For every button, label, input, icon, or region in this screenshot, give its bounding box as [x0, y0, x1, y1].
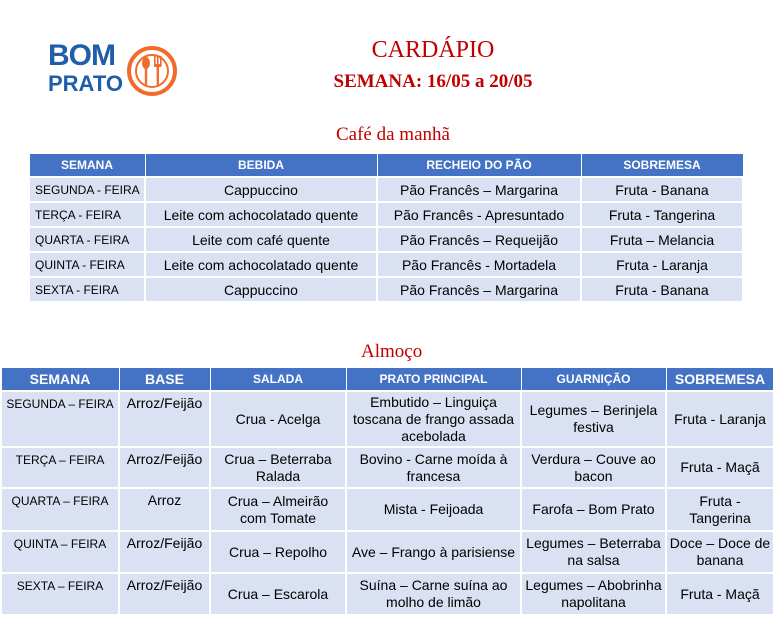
- dessert-cell: Fruta - Maçã: [666, 447, 773, 488]
- filling-cell: Pão Francês - Apresuntado: [377, 202, 581, 227]
- table-row: [29, 252, 743, 277]
- side-dish-cell: Legumes – Abobrinha napolitana: [521, 573, 666, 615]
- logo-text: [48, 39, 123, 97]
- table-row: [29, 202, 743, 227]
- day-cell: QUINTA - FEIRA: [29, 252, 145, 277]
- lunch-title: Almoço: [361, 341, 423, 362]
- table-row: [1, 488, 773, 531]
- drink-cell: Leite com achocolatado quente: [145, 252, 377, 277]
- logo-line-1: BOM: [48, 39, 115, 72]
- column-header: SEMANA: [29, 154, 145, 178]
- dessert-cell: Fruta - Banana: [581, 177, 743, 202]
- main-dish-cell: Suína – Carne suína ao molho de limão: [346, 573, 521, 615]
- side-dish-cell: Legumes – Beterraba na salsa: [521, 531, 666, 573]
- column-header: RECHEIO DO PÃO: [377, 154, 581, 178]
- base-cell: Arroz/Feijão: [119, 447, 210, 488]
- drink-cell: Cappuccino: [145, 177, 377, 202]
- table-header-row: [29, 154, 743, 178]
- drink-cell: Leite com café quente: [145, 227, 377, 252]
- base-cell: Arroz: [119, 488, 210, 531]
- salad-cell: Crua – Almeirão com Tomate: [210, 488, 346, 531]
- main-dish-cell: Embutido – Linguiça toscana de frango assada acebolada: [346, 391, 521, 447]
- main-dish-cell: Bovino - Carne moída à francesa: [346, 447, 521, 488]
- table-row: [29, 277, 743, 302]
- side-dish-cell: Verdura – Couve ao bacon: [521, 447, 666, 488]
- table-row: [1, 573, 773, 615]
- breakfast-title: Café da manhã: [336, 124, 450, 145]
- dessert-cell: Fruta - Laranja: [581, 252, 743, 277]
- base-cell: Arroz/Feijão: [119, 573, 210, 615]
- drink-cell: Cappuccino: [145, 277, 377, 302]
- day-cell: TERÇA - FEIRA: [29, 202, 145, 227]
- column-header: BASE: [119, 368, 210, 392]
- bom-prato-logo: [48, 39, 188, 103]
- table-row: [1, 531, 773, 573]
- main-dish-cell: Mista - Feijoada: [346, 488, 521, 531]
- column-header: SEMANA: [1, 368, 119, 392]
- salad-cell: Crua – Repolho: [210, 531, 346, 573]
- side-dish-cell: Legumes – Berinjela festiva: [521, 391, 666, 447]
- column-header: SOBREMESA: [666, 368, 773, 392]
- day-cell: SEGUNDA - FEIRA: [29, 177, 145, 202]
- table-row: [1, 447, 773, 488]
- filling-cell: Pão Francês – Margarina: [377, 277, 581, 302]
- salad-cell: Crua - Acelga: [210, 391, 346, 447]
- column-header: SALADA: [210, 368, 346, 392]
- logo-line-2: PRATO: [48, 71, 123, 96]
- side-dish-cell: Farofa – Bom Prato: [521, 488, 666, 531]
- dessert-cell: Fruta - Banana: [581, 277, 743, 302]
- table-header-row: [1, 368, 773, 392]
- day-cell: SEXTA – FEIRA: [1, 573, 119, 615]
- salad-cell: Crua – Escarola: [210, 573, 346, 615]
- dessert-cell: Fruta - Maçã: [666, 573, 773, 615]
- drink-cell: Leite com achocolatado quente: [145, 202, 377, 227]
- day-cell: SEXTA - FEIRA: [29, 277, 145, 302]
- column-header: PRATO PRINCIPAL: [346, 368, 521, 392]
- day-cell: SEGUNDA – FEIRA: [1, 391, 119, 447]
- main-dish-cell: Ave – Frango à parisiense: [346, 531, 521, 573]
- column-header: SOBREMESA: [581, 154, 743, 178]
- filling-cell: Pão Francês - Mortadela: [377, 252, 581, 277]
- dessert-cell: Doce – Doce de banana: [666, 531, 773, 573]
- dessert-cell: Fruta - Laranja: [666, 391, 773, 447]
- table-row: [29, 227, 743, 252]
- page-title: CARDÁPIO: [371, 37, 495, 63]
- dessert-cell: Fruta - Tangerina: [666, 488, 773, 531]
- day-cell: TERÇA – FEIRA: [1, 447, 119, 488]
- breakfast-table: [28, 153, 744, 303]
- table-row: [29, 177, 743, 202]
- column-header: GUARNIÇÃO: [521, 368, 666, 392]
- day-cell: QUARTA – FEIRA: [1, 488, 119, 531]
- day-cell: QUINTA – FEIRA: [1, 531, 119, 573]
- salad-cell: Crua – Beterraba Ralada: [210, 447, 346, 488]
- filling-cell: Pão Francês – Margarina: [377, 177, 581, 202]
- week-subtitle: SEMANA: 16/05 a 20/05: [333, 71, 533, 92]
- dessert-cell: Fruta - Tangerina: [581, 202, 743, 227]
- table-row: [1, 391, 773, 447]
- day-cell: QUARTA - FEIRA: [29, 227, 145, 252]
- lunch-table: [0, 367, 773, 616]
- filling-cell: Pão Francês – Requeijão: [377, 227, 581, 252]
- base-cell: Arroz/Feijão: [119, 531, 210, 573]
- dessert-cell: Fruta – Melancia: [581, 227, 743, 252]
- base-cell: Arroz/Feijão: [119, 391, 210, 447]
- fork-spoon-plate-icon: [126, 45, 178, 97]
- column-header: BEBIDA: [145, 154, 377, 178]
